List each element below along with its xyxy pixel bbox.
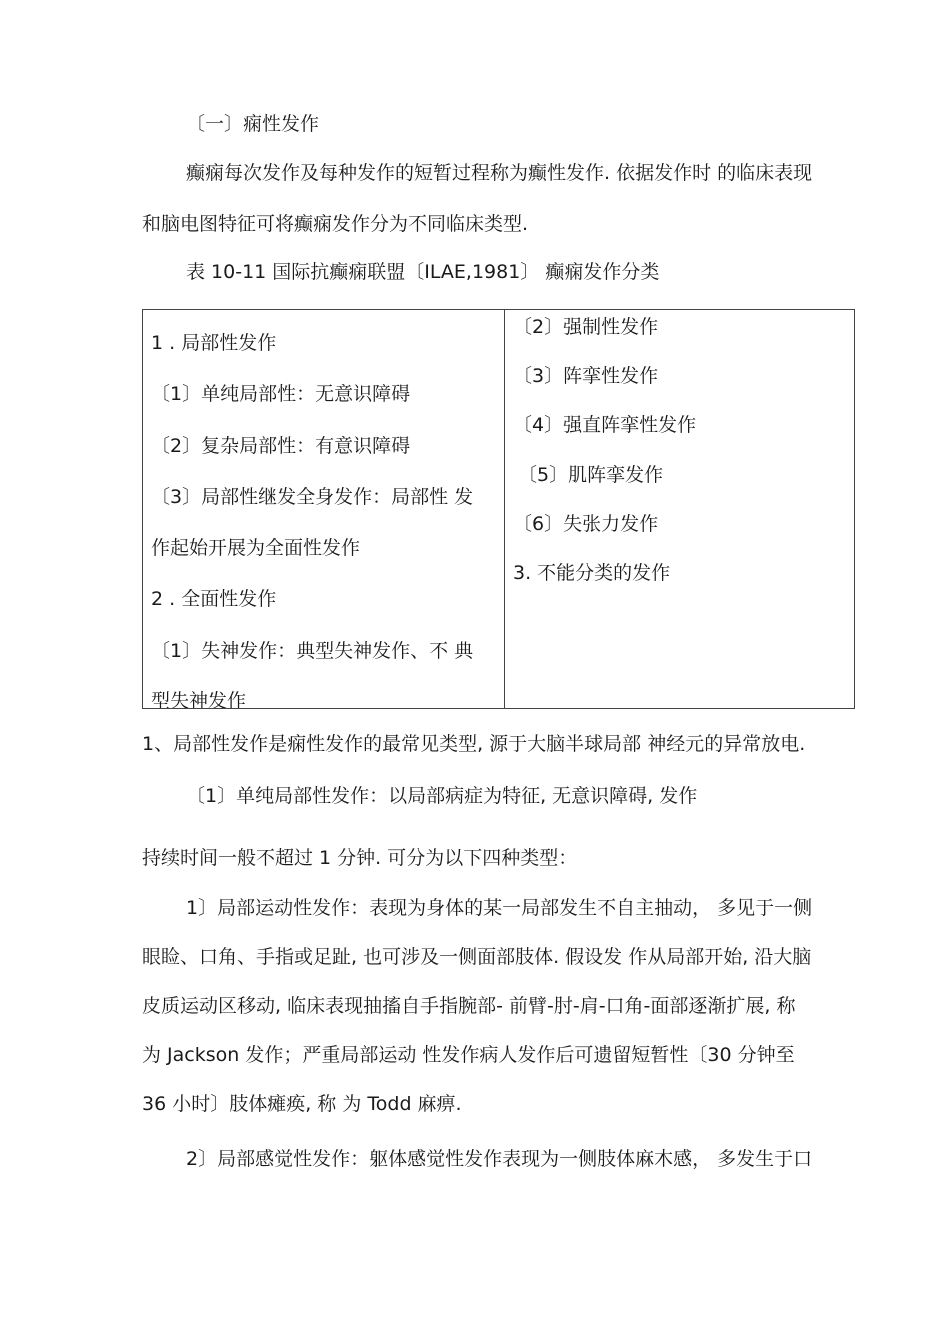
table-left-line: 〔2〕复杂局部性：有意识障碍 [151, 435, 411, 457]
table-right-line: 〔3〕阵挛性发作 [513, 365, 659, 387]
section-heading: 〔一〕痫性发作 [186, 113, 320, 135]
paragraph: 持续时间一般不超过 1 分钟. 可分为以下四种类型： [142, 847, 578, 869]
seizure-classification-table [142, 309, 855, 709]
table-right-line: 〔4〕强直阵挛性发作 [513, 414, 697, 436]
intro-line-1: 癫痫每次发作及每种发作的短暂过程称为癫性发作. 依据发作时 的临床表现 [186, 162, 813, 184]
table-left-line: 1 . 局部性发作 [151, 332, 277, 354]
paragraph: 为 Jackson 发作；严重局部运动 性发作病人发作后可遗留短暂性〔30 分钟至 [142, 1044, 795, 1066]
paragraph: 2〕局部感觉性发作：躯体感觉性发作表现为一侧肢体麻木感， 多发生于口 [186, 1148, 813, 1170]
table-column-divider [504, 310, 505, 708]
paragraph: 〔1〕单纯局部性发作：以局部病症为特征, 无意识障碍, 发作 [186, 785, 698, 807]
table-caption: 表 10-11 国际抗癫痫联盟〔ILAE,1981〕 癫痫发作分类 [186, 261, 660, 283]
table-right-line: 〔2〕强制性发作 [513, 316, 659, 338]
table-left-line: 〔1〕单纯局部性：无意识障碍 [151, 383, 411, 405]
table-right-line: 3. 不能分类的发作 [513, 562, 671, 584]
intro-line-2: 和脑电图特征可将癫痫发作分为不同临床类型. [142, 213, 529, 235]
table-left-line: 2 . 全面性发作 [151, 588, 277, 610]
paragraph: 眼睑、口角、手指或足趾, 也可涉及一侧面部肢体. 假设发 作从局部开始, 沿大脑 [142, 946, 812, 968]
table-right-line: 〔5〕肌阵挛发作 [518, 464, 664, 486]
table-right-line: 〔6〕失张力发作 [513, 513, 659, 535]
table-left-line: 型失神发作 [151, 690, 247, 709]
paragraph: 1、局部性发作是痫性发作的最常见类型, 源于大脑半球局部 神经元的异常放电. [142, 733, 806, 755]
paragraph: 1〕局部运动性发作：表现为身体的某一局部发生不自主抽动， 多见于一侧 [186, 897, 813, 919]
paragraph: 36 小时〕肢体瘫痪, 称 为 Todd 麻痹. [142, 1093, 462, 1115]
table-left-line: 作起始开展为全面性发作 [151, 537, 361, 559]
paragraph: 皮质运动区移动, 临床表现抽搐自手指腕部- 前臂-肘-肩-口角-面部逐渐扩展, 称 [142, 995, 796, 1017]
table-left-line: 〔3〕局部性继发全身发作：局部性 发 [151, 486, 474, 508]
table-left-line: 〔1〕失神发作：典型失神发作、不 典 [151, 640, 474, 662]
